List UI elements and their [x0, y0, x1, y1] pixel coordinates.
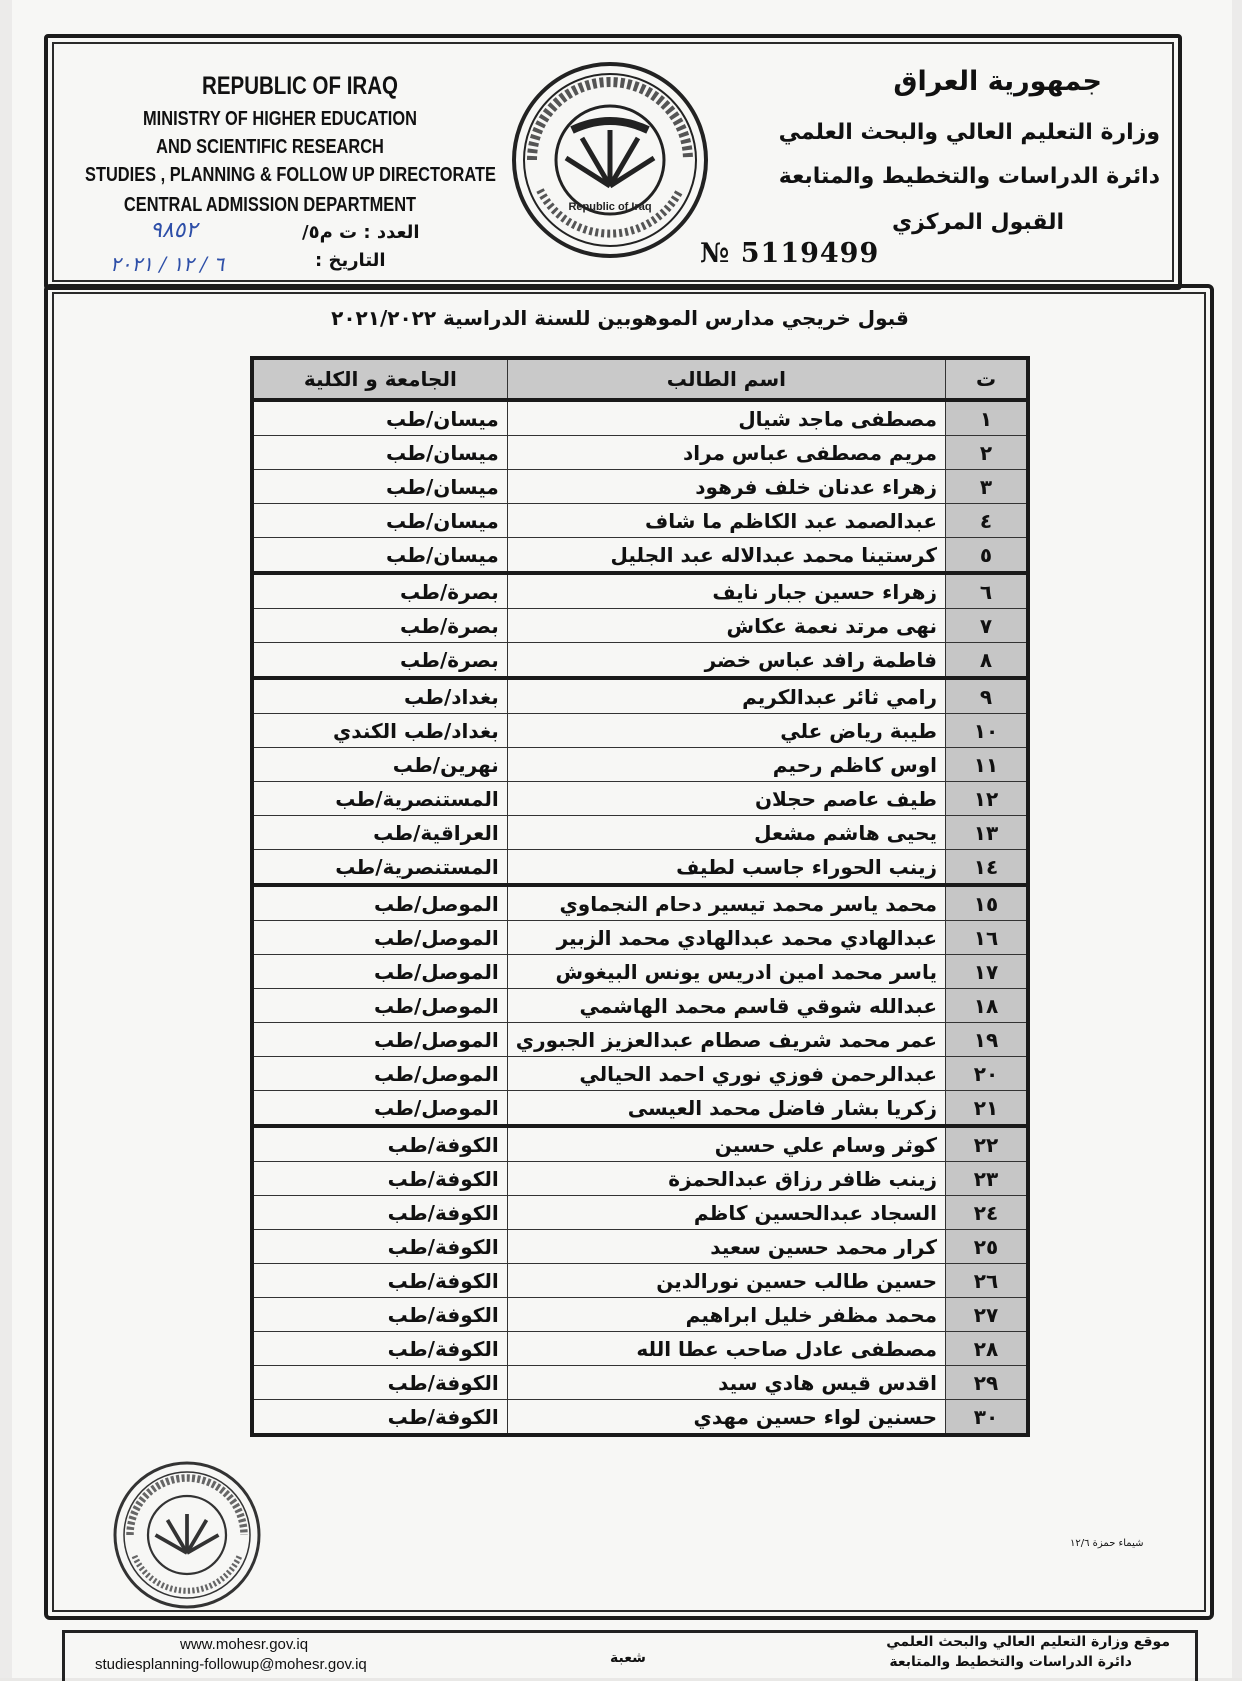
row-student-name: محمد ياسر محمد تيسير دحام النجماوي — [507, 885, 945, 921]
row-index: ١٣ — [946, 816, 1029, 850]
row-university: بغداد/طب الكندي — [252, 714, 507, 748]
table-row — [252, 1091, 1028, 1127]
table-row — [252, 1126, 1028, 1162]
row-student-name: محمد مظفر خليل ابراهيم — [507, 1298, 945, 1332]
footer-email[interactable]: studiesplanning-followup@mohesr.gov.iq — [95, 1656, 367, 1673]
table-row — [252, 470, 1028, 504]
header-university: الجامعة و الكلية — [252, 358, 507, 400]
row-university: الموصل/طب — [252, 955, 507, 989]
row-index: ١٧ — [946, 955, 1029, 989]
row-student-name: زينب ظافر رزاق عبدالحمزة — [507, 1162, 945, 1196]
row-university: المستنصرية/طب — [252, 782, 507, 816]
en-header-line-4: STUDIES , PLANNING & FOLLOW UP DIRECTORATE — [85, 164, 496, 186]
ar-header-line-3: دائرة الدراسات والتخطيط والمتابعة — [778, 164, 1160, 189]
row-index: ١٢ — [946, 782, 1029, 816]
row-student-name: يحيى هاشم مشعل — [507, 816, 945, 850]
row-index: ٢٦ — [946, 1264, 1029, 1298]
row-index: ١٩ — [946, 1023, 1029, 1057]
table-body — [252, 400, 1028, 1435]
row-university: ميسان/طب — [252, 436, 507, 470]
table-row — [252, 921, 1028, 955]
row-student-name: عمر محمد شريف صطام عبدالعزيز الجبوري — [507, 1023, 945, 1057]
row-university: الموصل/طب — [252, 921, 507, 955]
table-row — [252, 538, 1028, 574]
row-index: ١٠ — [946, 714, 1029, 748]
row-university: الكوفة/طب — [252, 1126, 507, 1162]
row-index: ٢٠ — [946, 1057, 1029, 1091]
en-header-line-3: AND SCIENTIFIC RESEARCH — [156, 136, 384, 158]
row-index: ٢٤ — [946, 1196, 1029, 1230]
table-row — [252, 850, 1028, 886]
row-index: ٢١ — [946, 1091, 1029, 1127]
table-row — [252, 885, 1028, 921]
admission-table — [250, 356, 1030, 1437]
row-index: ١٥ — [946, 885, 1029, 921]
en-header-line-1: REPUBLIC OF IRAQ — [202, 72, 398, 100]
row-index: ٢٣ — [946, 1162, 1029, 1196]
en-header-line-5: CENTRAL ADMISSION DEPARTMENT — [123, 194, 417, 216]
date-label: التاريخ : — [315, 250, 386, 271]
clerk-note: شيماء حمزة ١٢/٦ — [1070, 1538, 1144, 1549]
row-student-name: السجاد عبدالحسين كاظم — [507, 1196, 945, 1230]
row-index: ٢٨ — [946, 1332, 1029, 1366]
svg-text:Republic of Iraq: Republic of Iraq — [568, 201, 652, 213]
table-row — [252, 1162, 1028, 1196]
row-index: ١ — [946, 400, 1029, 436]
row-university: ميسان/طب — [252, 538, 507, 574]
row-index: ١٤ — [946, 850, 1029, 886]
row-university: الموصل/طب — [252, 885, 507, 921]
table-row — [252, 1196, 1028, 1230]
row-student-name: عبدالصمد عبد الكاظم ما شاف — [507, 504, 945, 538]
row-university: ميسان/طب — [252, 400, 507, 436]
table-row — [252, 782, 1028, 816]
row-student-name: زهراء عدنان خلف فرهود — [507, 470, 945, 504]
document-serial-number: № 5119499 — [700, 238, 880, 269]
row-university: بصرة/طب — [252, 643, 507, 679]
row-index: ٦ — [946, 573, 1029, 609]
ar-header-line-2: وزارة التعليم العالي والبحث العلمي — [778, 120, 1160, 145]
row-student-name: زكريا بشار فاضل محمد العيسى — [507, 1091, 945, 1127]
row-university: الموصل/طب — [252, 989, 507, 1023]
row-university: الكوفة/طب — [252, 1230, 507, 1264]
row-university: الكوفة/طب — [252, 1264, 507, 1298]
row-student-name: زهراء حسين جبار نايف — [507, 573, 945, 609]
row-student-name: زينب الحوراء جاسب لطيف — [507, 850, 945, 886]
table-row — [252, 573, 1028, 609]
row-university: بصرة/طب — [252, 573, 507, 609]
number-handwritten: ٩٨٥٢ — [150, 218, 198, 243]
table-row — [252, 748, 1028, 782]
row-index: ٣ — [946, 470, 1029, 504]
row-student-name: حسين طالب حسين نورالدين — [507, 1264, 945, 1298]
row-university: نهرين/طب — [252, 748, 507, 782]
ar-header-line-1: جمهورية العراق — [893, 66, 1102, 97]
ar-header-line-4: القبول المركزي — [891, 210, 1064, 235]
row-student-name: اوس كاظم رحيم — [507, 748, 945, 782]
table-row — [252, 1400, 1028, 1436]
table-row — [252, 989, 1028, 1023]
table-row — [252, 678, 1028, 714]
row-index: ٢٧ — [946, 1298, 1029, 1332]
table-row — [252, 955, 1028, 989]
row-university: بصرة/طب — [252, 609, 507, 643]
row-student-name: حسنين لواء حسين مهدي — [507, 1400, 945, 1436]
row-university: ميسان/طب — [252, 504, 507, 538]
row-index: ٧ — [946, 609, 1029, 643]
row-university: العراقية/طب — [252, 816, 507, 850]
row-university: الكوفة/طب — [252, 1162, 507, 1196]
table-row — [252, 609, 1028, 643]
row-university: الكوفة/طب — [252, 1366, 507, 1400]
date-handwritten: ٦ / ١٢ / ٢٠٢١ — [110, 252, 225, 276]
table-row — [252, 1264, 1028, 1298]
row-university: المستنصرية/طب — [252, 850, 507, 886]
row-index: ٨ — [946, 643, 1029, 679]
table-row — [252, 504, 1028, 538]
row-student-name: عبدالهادي محمد عبدالهادي محمد الزبير — [507, 921, 945, 955]
row-student-name: اقدس قيس هادي سيد — [507, 1366, 945, 1400]
row-index: ١٨ — [946, 989, 1029, 1023]
table-row — [252, 436, 1028, 470]
row-student-name: مصطفى ماجد شيال — [507, 400, 945, 436]
row-student-name: فاطمة رافد عباس خضر — [507, 643, 945, 679]
row-student-name: رامي ثائر عبدالكريم — [507, 678, 945, 714]
table-row — [252, 1023, 1028, 1057]
header-student-name: اسم الطالب — [507, 358, 945, 400]
row-university: الكوفة/طب — [252, 1298, 507, 1332]
number-label: العدد : ت م٥/ — [302, 222, 420, 243]
row-index: ٣٠ — [946, 1400, 1029, 1436]
row-student-name: عبدالله شوقي قاسم محمد الهاشمي — [507, 989, 945, 1023]
row-university: الكوفة/طب — [252, 1332, 507, 1366]
row-student-name: مصطفى عادل صاحب عطا الله — [507, 1332, 945, 1366]
document-title: قبول خريجي مدارس الموهوبين للسنة الدراسية ٢٠٢١/٢٠٢٢ — [331, 306, 909, 330]
footer-website[interactable]: www.mohesr.gov.iq — [180, 1636, 309, 1653]
footer-ar-line-1: موقع وزارة التعليم العالي والبحث العلمي — [886, 1634, 1170, 1650]
footer-section: شعبة — [610, 1650, 646, 1666]
row-index: ١٦ — [946, 921, 1029, 955]
row-index: ٩ — [946, 678, 1029, 714]
footer-ar-line-2: دائرة الدراسات والتخطيط والمتابعة — [889, 1654, 1132, 1670]
row-student-name: كرار محمد حسين سعيد — [507, 1230, 945, 1264]
row-student-name: مريم مصطفى عباس مراد — [507, 436, 945, 470]
table-row — [252, 1332, 1028, 1366]
row-university: الموصل/طب — [252, 1057, 507, 1091]
row-index: ٢ — [946, 436, 1029, 470]
row-index: ٢٢ — [946, 1126, 1029, 1162]
row-student-name: نهى مرتد نعمة عكاش — [507, 609, 945, 643]
row-index: ٤ — [946, 504, 1029, 538]
row-index: ٥ — [946, 538, 1029, 574]
row-student-name: كرستينا محمد عبدالاله عبد الجليل — [507, 538, 945, 574]
en-header-line-2: MINISTRY OF HIGHER EDUCATION — [143, 108, 417, 130]
row-university: الكوفة/طب — [252, 1400, 507, 1436]
row-university: الكوفة/طب — [252, 1196, 507, 1230]
stamp-seal-icon — [112, 1460, 262, 1610]
table-row — [252, 714, 1028, 748]
header-index: ت — [946, 358, 1029, 400]
row-university: بغداد/طب — [252, 678, 507, 714]
row-student-name: ياسر محمد امين ادريس يونس البيغوش — [507, 955, 945, 989]
table-row — [252, 643, 1028, 679]
row-student-name: طيبة رياض علي — [507, 714, 945, 748]
row-index: ١١ — [946, 748, 1029, 782]
row-university: الموصل/طب — [252, 1023, 507, 1057]
table-row — [252, 400, 1028, 436]
table-row — [252, 1057, 1028, 1091]
table-row — [252, 816, 1028, 850]
ministry-seal-icon — [510, 60, 710, 260]
table-row — [252, 1298, 1028, 1332]
row-university: ميسان/طب — [252, 470, 507, 504]
row-student-name: طيف عاصم حجلان — [507, 782, 945, 816]
row-index: ٢٥ — [946, 1230, 1029, 1264]
table-header-row — [252, 358, 1028, 400]
table-row — [252, 1366, 1028, 1400]
row-index: ٢٩ — [946, 1366, 1029, 1400]
row-student-name: عبدالرحمن فوزي نوري احمد الحيالي — [507, 1057, 945, 1091]
row-student-name: كوثر وسام علي حسين — [507, 1126, 945, 1162]
row-university: الموصل/طب — [252, 1091, 507, 1127]
table-row — [252, 1230, 1028, 1264]
